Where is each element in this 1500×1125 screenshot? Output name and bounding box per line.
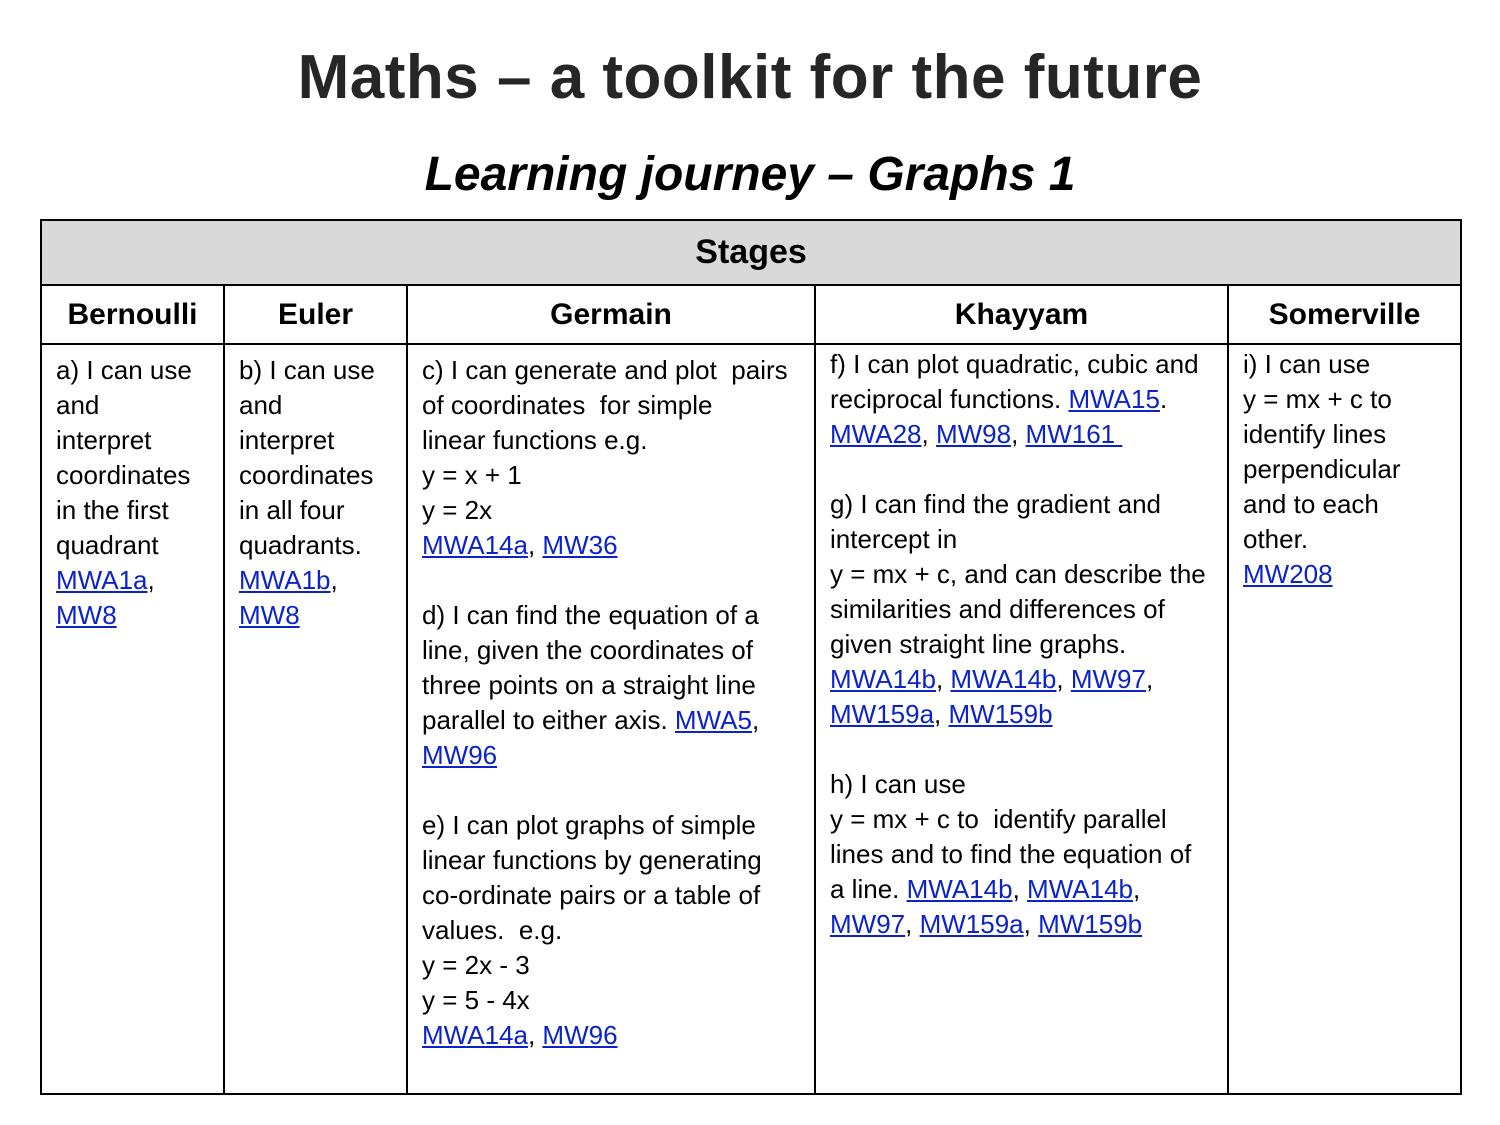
separator: ,: [1011, 419, 1026, 449]
objective-a-text: a) I can use and interpret coordinates in the first quadrant: [56, 355, 192, 560]
separator: ,: [527, 1020, 543, 1050]
link-mw159a[interactable]: MW159a: [919, 909, 1024, 939]
stages-header: Stages: [41, 220, 1461, 285]
objective-g: [830, 487, 1217, 732]
link-mwa14b[interactable]: MWA14b: [950, 664, 1057, 694]
link-mwa28[interactable]: MWA28: [830, 419, 922, 449]
separator: ,: [1133, 874, 1141, 904]
objective-i: [1243, 347, 1450, 592]
cell-somerville: [1228, 344, 1461, 1094]
objective-b-text: b) I can use and interpret coordinates in all four quadrants.: [239, 355, 375, 560]
page-subtitle: Learning journey – Graphs 1: [424, 148, 1076, 201]
learning-journey-table: [40, 219, 1462, 1095]
column-header-somerville: Somerville: [1228, 285, 1461, 344]
separator: ,: [147, 565, 155, 595]
objective-g-text: g) I can find the gradient and intercept in y = mx + c, and can describe the similarities and differences of given straight line graphs.: [830, 489, 1206, 659]
separator: ,: [1023, 909, 1039, 939]
link-mw96[interactable]: MW96: [422, 740, 498, 770]
cell-euler: [224, 344, 407, 1094]
link-mwa5[interactable]: MWA5: [674, 705, 752, 735]
separator: ,: [905, 909, 920, 939]
separator: ,: [330, 565, 338, 595]
objective-d-text: d) I can find the equation of a line, given the coordinates of three points on a straight line parallel to either axis.: [422, 600, 759, 735]
separator: ,: [1012, 874, 1028, 904]
link-mw161[interactable]: MW161: [1025, 419, 1123, 449]
link-mwa14a[interactable]: MWA14a: [422, 530, 528, 560]
link-mwa15[interactable]: MWA15: [1068, 384, 1160, 414]
separator: ,: [921, 419, 936, 449]
link-mw159b[interactable]: MW159b: [1038, 909, 1143, 939]
link-mw98[interactable]: MW98: [935, 419, 1012, 449]
link-mwa14b[interactable]: MWA14b: [830, 664, 936, 694]
link-mw96[interactable]: MW96: [542, 1020, 618, 1050]
column-header-germain: Germain: [407, 285, 815, 344]
cell-khayyam: [815, 344, 1228, 1094]
separator: ,: [751, 705, 760, 735]
column-header-bernoulli: Bernoulli: [41, 285, 224, 344]
separator: ,: [1145, 664, 1154, 694]
cell-germain: [407, 344, 815, 1094]
link-mwa14b[interactable]: MWA14b: [906, 874, 1013, 904]
objective-a: [56, 353, 213, 633]
separator: ,: [1056, 664, 1071, 694]
column-header-euler: Euler: [224, 285, 407, 344]
objective-e-text: e) I can plot graphs of simple linear functions by generating co-ordinate pairs or a table of values. e.g. y = 2x - 3 y = 5 - 4x: [422, 810, 762, 1015]
page-title: Maths – a toolkit for the future: [297, 43, 1203, 112]
objective-f-text: f) I can plot quadratic, cubic and reciprocal functions.: [830, 349, 1199, 414]
link-mw97[interactable]: MW97: [1070, 664, 1146, 694]
cell-bernoulli: [41, 344, 224, 1094]
objective-b: [239, 353, 396, 633]
link-mw97[interactable]: MW97: [830, 909, 906, 939]
objective-i-text: i) I can use y = mx + c to identify lines perpendicular and to each other.: [1243, 349, 1401, 554]
link-mwa14a[interactable]: MWA14a: [422, 1020, 528, 1050]
link-mw8[interactable]: MW8: [56, 600, 117, 630]
separator: ,: [935, 664, 951, 694]
column-header-khayyam: Khayyam: [815, 285, 1228, 344]
link-mwa1b[interactable]: MWA1b: [239, 565, 331, 595]
link-mw36[interactable]: MW36: [542, 530, 618, 560]
link-mw8[interactable]: MW8: [239, 600, 300, 630]
link-mwa1a[interactable]: MWA1a: [56, 565, 148, 595]
separator: ,: [527, 530, 543, 560]
objective-c: [422, 353, 804, 563]
objective-d: [422, 598, 804, 773]
link-mwa14b[interactable]: MWA14b: [1027, 874, 1133, 904]
separator: ,: [934, 699, 949, 729]
objective-f: [830, 347, 1217, 452]
link-mw208[interactable]: MW208: [1243, 559, 1333, 589]
link-mw159b[interactable]: MW159b: [948, 699, 1053, 729]
separator: .: [1159, 384, 1168, 414]
objective-h: [830, 767, 1217, 942]
link-mw159a[interactable]: MW159a: [830, 699, 935, 729]
objective-e: [422, 808, 804, 1053]
objective-h-text: h) I can use y = mx + c to identify parallel lines and to find the equation of a line.: [830, 769, 1192, 904]
objective-c-text: c) I can generate and plot pairs of coordinates for simple linear functions e.g. y = x + 1 y = 2x: [422, 355, 788, 525]
